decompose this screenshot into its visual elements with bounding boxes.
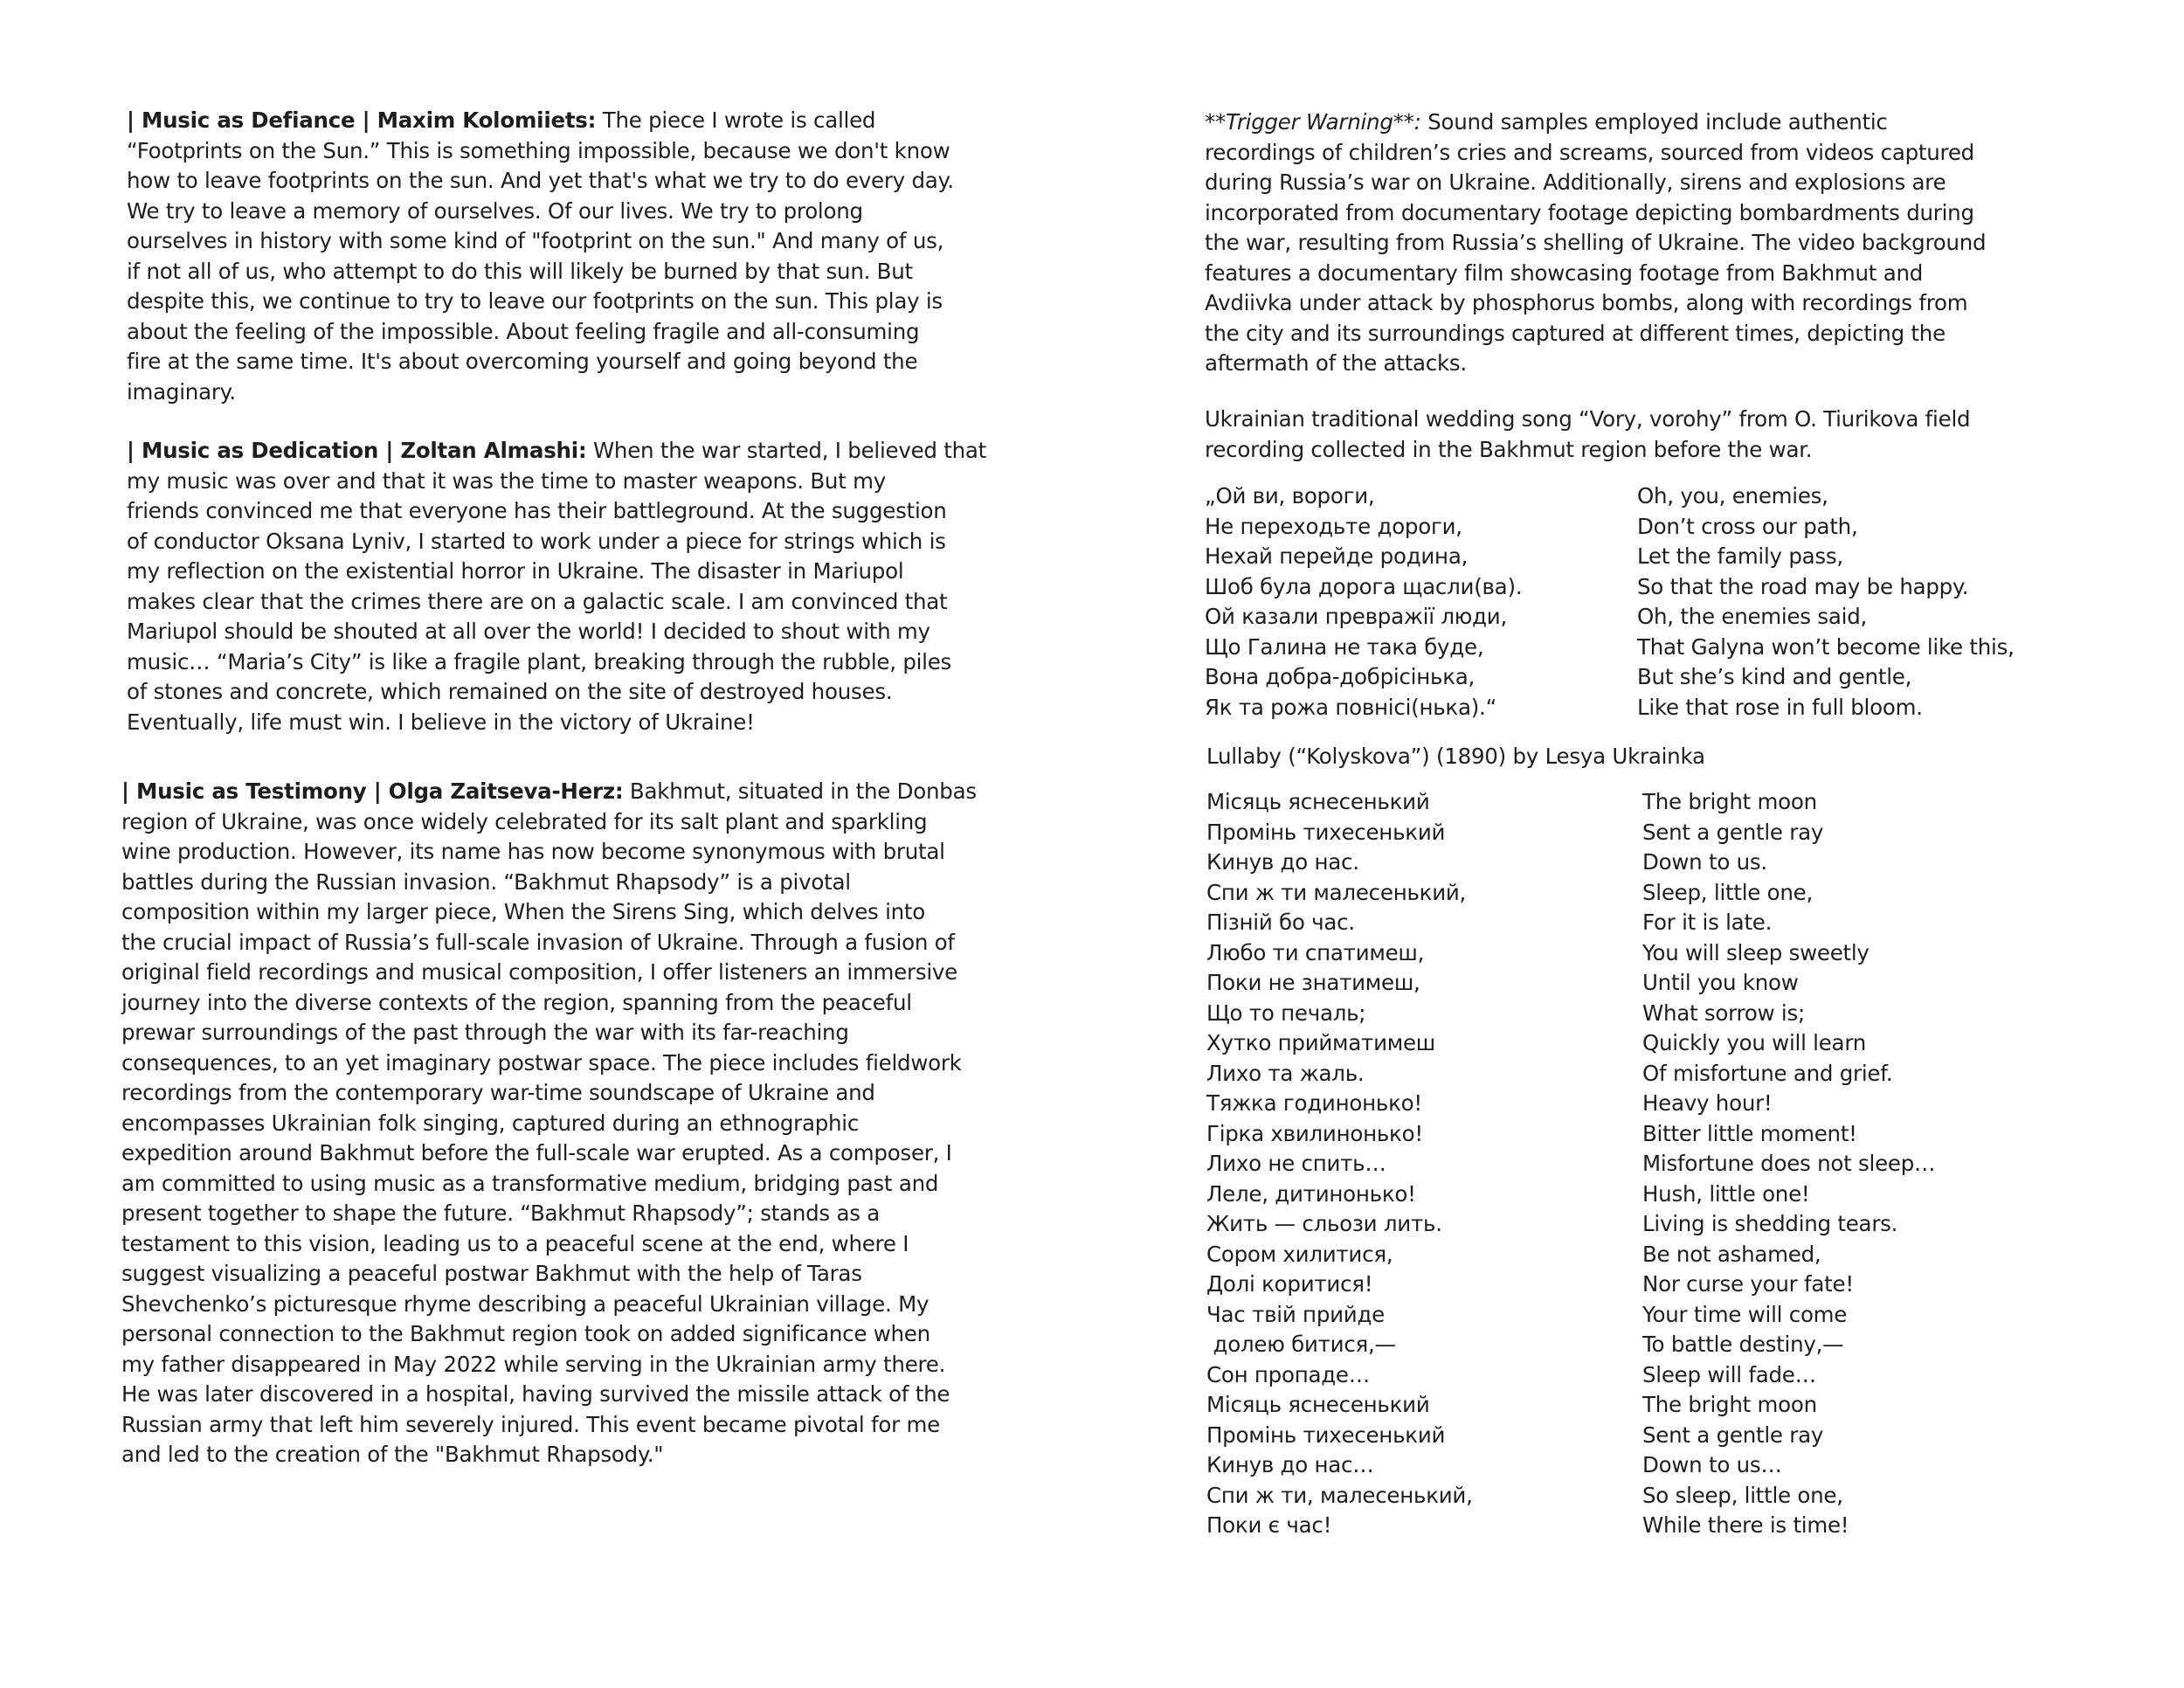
paragraph-line: We try to leave a memory of ourselves. Of our lives. We try to prolong (127, 197, 863, 224)
paragraph-line: the crucial impact of Russia’s full-scale invasion of Ukraine. Through a fusion of (121, 929, 955, 955)
verse-line: Не переходьте дороги, (1205, 513, 1462, 539)
paragraph-line: of stones and concrete, which remained on the site of destroyed houses. (127, 679, 893, 704)
paragraph-line: Eventually, life must win. I believe in the victory of Ukraine! (127, 709, 755, 735)
paragraph-line: despite this, we continue to try to leave our footprints on the sun. This play is (127, 288, 943, 314)
verse-line: So sleep, little one, (1642, 1482, 1843, 1508)
verse-line: Спи ж ти малесенький, (1206, 879, 1467, 905)
verse-line: Bitter little moment! (1642, 1120, 1857, 1146)
verse-line: Like that rose in full bloom. (1637, 694, 1923, 720)
paragraph-line: if not all of us, who attempt to do this will likely be burned by that sun. But (127, 258, 913, 284)
verse-line: Sleep, little one, (1642, 879, 1814, 905)
paragraph-line: the city and its surroundings captured at different times, depicting the (1205, 320, 1946, 346)
verse-line: What sorrow is; (1642, 1000, 1805, 1026)
verse-line: Леле, дитинонько! (1206, 1180, 1416, 1207)
paragraph-line: He was later discovered in a hospital, having survived the missile attack of the (121, 1381, 950, 1407)
paragraph-trigger-warning (1205, 107, 1986, 379)
verse-line: Sent a gentle ray (1642, 1422, 1824, 1448)
verse-line: Як та рожа повнісі(нька).“ (1205, 694, 1497, 720)
verse-line: Oh, the enemies said, (1637, 604, 1868, 629)
verse-line: Nor curse your fate! (1642, 1271, 1854, 1297)
paragraph-line: recordings of children’s cries and screams, sourced from videos captured (1205, 139, 1974, 165)
paragraph-line: music… “Maria’s City” is like a fragile plant, breaking through the rubble, piles (127, 648, 952, 675)
verse-line: Down to us… (1642, 1452, 1782, 1477)
paragraph-line: ourselves in history with some kind of "footprint on the sun." And many of us, (127, 228, 944, 253)
paragraph-line: wine production. However, its name has now become synonymous with brutal (121, 839, 945, 864)
verse-line: Тяжка годинонько! (1206, 1090, 1422, 1116)
paragraph-line: journey into the diverse contexts of the region, spanning from the peaceful (121, 989, 912, 1015)
verse-line: Поки є час! (1206, 1512, 1332, 1538)
verse-line: Нехай перейде родина, (1205, 543, 1469, 569)
verse-line: Жить — сльози лить. (1206, 1211, 1442, 1236)
verse-line: Час твій прийде (1206, 1301, 1385, 1327)
trigger-warning-label: **Trigger Warning**: (1205, 109, 1421, 135)
verse-line: Шоб була дорога щасли(ва). (1205, 573, 1523, 599)
paragraph-line: friends convinced me that everyone has their battleground. At the suggestion (127, 498, 947, 523)
section-heading-dedication: | Music as Dedication | Zoltan Almashi: (127, 438, 587, 463)
paragraph-line: my reflection on the existential horror in Ukraine. The disaster in Mariupol (127, 558, 904, 584)
verse-line: Пізній бо час. (1206, 910, 1355, 935)
verse-line: Hush, little one! (1642, 1180, 1810, 1207)
verse-line: Місяць яснесенький (1206, 1392, 1430, 1417)
verse-line: Лихо та жаль. (1206, 1060, 1365, 1086)
verse-line: Living is shedding tears. (1642, 1211, 1898, 1236)
verse-line: That Galyna won’t become like this, (1637, 633, 2015, 660)
paragraph-line: features a documentary film showcasing footage from Bakhmut and (1205, 259, 1924, 286)
verse-line: Що то печаль; (1206, 1000, 1366, 1026)
paragraph-line: expedition around Bakhmut before the full-scale war erupted. As a composer, I (121, 1140, 952, 1166)
paragraph-text: Sound samples employed include authentic (1420, 109, 1888, 135)
paragraph-music-as-dedication (127, 436, 986, 737)
verse-line: Промінь тихесенький (1206, 1422, 1446, 1448)
verse-line: You will sleep sweetly (1642, 939, 1870, 965)
verse-line: Сон пропаде… (1206, 1361, 1371, 1387)
verse-line: Долі коритися! (1206, 1271, 1373, 1297)
verse-line: Sleep will fade… (1642, 1361, 1816, 1387)
paragraph-line: Ukrainian traditional wedding song “Vory, vorohy” from O. Tiurikova field (1205, 406, 1971, 432)
section-heading-testimony: | Music as Testimony | Olga Zaitseva-Herz: (121, 778, 624, 804)
paragraph-line: present together to shape the future. “Bakhmut Rhapsody”; stands as a (121, 1200, 881, 1226)
paragraph-line: during Russia’s war on Ukraine. Additionally, sirens and explosions are (1205, 169, 1946, 195)
paragraph-music-as-defiance (127, 106, 954, 407)
paragraph-first-line (121, 777, 977, 807)
verse-line: „Ой ви, вороги, (1205, 483, 1375, 508)
verse-line: Хутко прийматимеш (1206, 1030, 1435, 1055)
paragraph-line: region of Ukraine, was once widely celebrated for its salt plant and sparkling (121, 808, 928, 834)
verse-line: Кинув до нас… (1206, 1452, 1374, 1477)
verse-line: Любо ти спатимеш, (1206, 939, 1425, 965)
paragraph-line: prewar surroundings of the past through the war with its far-reaching (121, 1020, 849, 1045)
paragraph-line: my father disappeared in May 2022 while serving in the Ukrainian army there. (121, 1351, 946, 1377)
verse-line: The bright moon (1642, 789, 1817, 814)
verse-line: Sent a gentle ray (1642, 819, 1824, 845)
verse-line: So that the road may be happy. (1637, 573, 1969, 599)
paragraph-line: aftermath of the attacks. (1205, 350, 1467, 376)
verse-line: Гірка хвилинонько! (1206, 1120, 1423, 1146)
verse-line: Лихо не спить… (1206, 1151, 1386, 1176)
lullaby-english (1642, 787, 1935, 1541)
paragraph-line: recording collected in the Bakhmut region before the war. (1205, 436, 1813, 462)
paragraph-line: about the feeling of the impossible. About feeling fragile and all-consuming (127, 318, 920, 344)
verse-line: долею битися,— (1206, 1332, 1396, 1357)
verse-line: But she’s kind and gentle, (1637, 664, 1912, 689)
paragraph-line: testament to this vision, leading us to a peaceful scene at the end, where I (121, 1230, 909, 1256)
paragraph-line: consequences, to an yet imaginary postwar space. The piece includes fieldwork (121, 1049, 962, 1076)
paragraph-line: battles during the Russian invasion. “Bakhmut Rhapsody” is a pivotal (121, 868, 851, 895)
paragraph-line: how to leave footprints on the sun. And yet that's what we try to do every day. (127, 168, 954, 193)
verse-line: Misfortune does not sleep… (1642, 1151, 1936, 1176)
verse-line: Quickly you will learn (1642, 1030, 1866, 1055)
verse-line: Ой казали превражії люди, (1205, 604, 1508, 629)
paragraph-line: recordings from the contemporary war-time soundscape of Ukraine and (121, 1080, 875, 1105)
verse-line: Місяць яснесенький (1206, 789, 1430, 814)
verse-line: Heavy hour! (1642, 1090, 1773, 1116)
paragraph-line: fire at the same time. It's about overcoming yourself and going beyond the (127, 349, 918, 374)
wedding-song-english (1637, 481, 2015, 723)
paragraph-line: Shevchenko’s picturesque rhyme describing a peaceful Ukrainian village. My (121, 1290, 930, 1317)
paragraph-music-as-testimony (121, 777, 977, 1470)
lullaby-ukrainian (1206, 787, 1473, 1541)
verse-line: While there is time! (1642, 1512, 1849, 1538)
verse-line: Be not ashamed, (1642, 1241, 1821, 1267)
paragraph-line: suggest visualizing a peaceful postwar Bakhmut with the help of Taras (121, 1261, 862, 1286)
paragraph-line: personal connection to the Bakhmut region took on added significance when (121, 1321, 930, 1346)
verse-line: Until you know (1642, 970, 1799, 995)
verse-line: Of misfortune and grief. (1642, 1060, 1893, 1086)
lullaby-title: Lullaby (“Kolyskova”) (1890) by Lesya Ukrainka (1206, 744, 1705, 769)
paragraph-line: my music was over and that it was the time to master weapons. But my (127, 467, 886, 494)
verse-line: To battle destiny,— (1642, 1332, 1844, 1357)
paragraph-line: Russian army that left him severely injured. This event became pivotal for me (121, 1411, 940, 1437)
paragraph-line: original field recordings and musical composition, I offer listeners an immersive (121, 959, 957, 985)
paragraph-line: composition within my larger piece, When the Sirens Sing, which delves into (121, 899, 926, 924)
paragraph-line: makes clear that the crimes there are on a galactic scale. I am convinced that (127, 588, 948, 614)
verse-line: Your time will come (1642, 1301, 1848, 1327)
paragraph-first-line (1205, 107, 1986, 138)
verse-line: Oh, you, enemies, (1637, 483, 1828, 508)
paragraph-line: Mariupol should be shouted at all over the world! I decided to shout with my (127, 619, 930, 644)
verse-line: Що Галина не така буде, (1205, 633, 1484, 660)
paragraph-line: the war, resulting from Russia’s shelling of Ukraine. The video background (1205, 230, 1987, 255)
paragraph-first-line (127, 436, 986, 467)
paragraph-first-line (127, 106, 954, 136)
paragraph-line: encompasses Ukrainian folk singing, captured during an ethnographic (121, 1110, 860, 1136)
verse-line: The bright moon (1642, 1392, 1817, 1417)
paragraph-text: Bakhmut, situated in the Donbas (623, 778, 977, 804)
paragraph-line: am committed to using music as a transformative medium, bridging past and (121, 1170, 939, 1196)
verse-line: Промінь тихесенький (1206, 819, 1446, 845)
paragraph-line: and led to the creation of the "Bakhmut Rhapsody." (121, 1442, 664, 1467)
verse-line: Вона добра-добрісінька, (1205, 664, 1476, 689)
verse-line: Let the family pass, (1637, 543, 1843, 569)
verse-line: Down to us. (1642, 849, 1767, 875)
wedding-song-ukrainian (1205, 481, 1522, 723)
verse-line: Кинув до нас. (1206, 849, 1359, 875)
verse-line: Don’t cross our path, (1637, 513, 1858, 539)
paragraph-line: incorporated from documentary footage depicting bombardments during (1205, 199, 1974, 225)
paragraph-wedding-song-intro (1205, 405, 1970, 465)
verse-line: Сором хилитися, (1206, 1241, 1393, 1267)
paragraph-line: imaginary. (127, 378, 236, 405)
paragraph-text: When the war started, I believed that (586, 438, 987, 463)
verse-line: Спи ж ти, малесенький, (1206, 1482, 1473, 1508)
paragraph-text: The piece I wrote is called (596, 107, 876, 133)
verse-line: Поки не знатимеш, (1206, 970, 1420, 995)
verse-line: For it is late. (1642, 910, 1773, 935)
paragraph-line: of conductor Oksana Lyniv, I started to work under a piece for strings which is (127, 528, 946, 554)
paragraph-line: “Footprints on the Sun.” This is something impossible, because we don't know (127, 137, 950, 163)
section-heading-defiance: | Music as Defiance | Maxim Kolomiiets: (127, 107, 597, 133)
paragraph-line: Avdiivka under attack by phosphorus bombs, along with recordings from (1205, 290, 1968, 315)
